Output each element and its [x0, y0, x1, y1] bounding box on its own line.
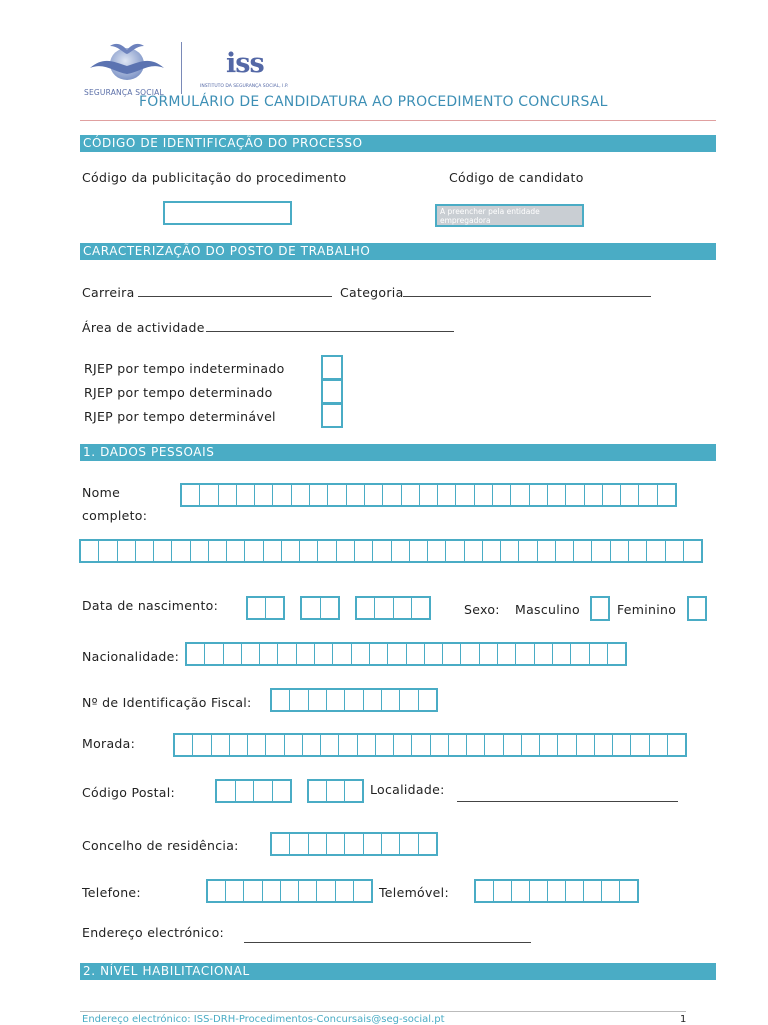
- char-cell[interactable]: [590, 644, 608, 664]
- char-cell[interactable]: [347, 485, 365, 505]
- char-cell[interactable]: [602, 881, 620, 901]
- char-cell[interactable]: [175, 735, 193, 755]
- char-cell[interactable]: [456, 485, 474, 505]
- char-cell[interactable]: [431, 735, 449, 755]
- nacionalidade-input[interactable]: [185, 642, 627, 666]
- birth-day-input[interactable]: [246, 596, 285, 620]
- telemovel-input[interactable]: [474, 879, 639, 903]
- char-cell[interactable]: [407, 644, 425, 664]
- char-cell[interactable]: [608, 644, 625, 664]
- nome-input-row-1[interactable]: [180, 483, 677, 507]
- char-cell[interactable]: [358, 735, 376, 755]
- char-cell[interactable]: [613, 735, 631, 755]
- birth-year-input[interactable]: [355, 596, 431, 620]
- char-cell[interactable]: [209, 541, 227, 561]
- feminino-checkbox[interactable]: [687, 596, 707, 621]
- char-cell[interactable]: [400, 834, 418, 854]
- nome-label-1: Nome: [82, 485, 121, 500]
- char-cell[interactable]: [302, 598, 321, 618]
- char-cell[interactable]: [282, 541, 300, 561]
- char-cell[interactable]: [420, 485, 438, 505]
- codigo-postal-main-input[interactable]: [215, 779, 292, 803]
- candidate-code-placeholder: A preencher pela entidade empregadora: [440, 207, 540, 225]
- char-cell[interactable]: [357, 598, 375, 618]
- char-cell[interactable]: [264, 541, 282, 561]
- char-cell[interactable]: [621, 485, 639, 505]
- nif-input[interactable]: [270, 688, 438, 712]
- char-cell[interactable]: [336, 881, 354, 901]
- char-cell[interactable]: [530, 485, 548, 505]
- char-cell[interactable]: [272, 834, 290, 854]
- char-cell[interactable]: [394, 598, 412, 618]
- char-cell[interactable]: [205, 644, 223, 664]
- char-cell[interactable]: [315, 644, 333, 664]
- char-cell[interactable]: [475, 485, 493, 505]
- char-cell[interactable]: [603, 485, 621, 505]
- rjep-option-1: RJEP por tempo indeterminado: [84, 361, 285, 376]
- char-cell[interactable]: [666, 541, 684, 561]
- section-personal-heading: 1. DADOS PESSOAIS: [80, 444, 716, 461]
- char-cell[interactable]: [309, 781, 327, 801]
- localidade-label: Localidade:: [370, 782, 445, 797]
- char-cell[interactable]: [355, 541, 373, 561]
- carreira-input[interactable]: [138, 296, 332, 297]
- codigo-postal-label: Código Postal:: [82, 785, 176, 800]
- logo-left-text: SEGURANÇA SOCIAL: [84, 88, 164, 97]
- char-cell[interactable]: [212, 735, 230, 755]
- char-cell[interactable]: [254, 781, 273, 801]
- char-cell[interactable]: [328, 485, 346, 505]
- char-cell[interactable]: [273, 485, 291, 505]
- char-cell[interactable]: [516, 644, 534, 664]
- char-cell[interactable]: [299, 881, 317, 901]
- char-cell[interactable]: [553, 644, 571, 664]
- char-cell[interactable]: [200, 485, 218, 505]
- morada-input[interactable]: [173, 733, 687, 757]
- char-cell[interactable]: [333, 644, 351, 664]
- char-cell[interactable]: [245, 541, 263, 561]
- char-cell[interactable]: [260, 644, 278, 664]
- char-cell[interactable]: [480, 644, 498, 664]
- char-cell[interactable]: [419, 690, 436, 710]
- char-cell[interactable]: [237, 485, 255, 505]
- logo-divider: [181, 42, 182, 94]
- rjep-checkbox-indeterminado[interactable]: [321, 355, 343, 380]
- masculino-label: Masculino: [515, 602, 580, 617]
- candidate-code-label: Código de candidato: [449, 170, 584, 185]
- char-cell[interactable]: [476, 881, 494, 901]
- char-cell[interactable]: [327, 690, 345, 710]
- char-cell[interactable]: [558, 735, 576, 755]
- char-cell[interactable]: [571, 644, 589, 664]
- sexo-label: Sexo:: [464, 602, 500, 617]
- char-cell[interactable]: [498, 644, 516, 664]
- char-cell[interactable]: [493, 485, 511, 505]
- categoria-input[interactable]: [403, 296, 651, 297]
- char-cell[interactable]: [611, 541, 629, 561]
- birth-label: Data de nascimento:: [82, 598, 219, 613]
- char-cell[interactable]: [327, 781, 345, 801]
- seguranca-social-logo: [84, 40, 170, 96]
- char-cell[interactable]: [467, 735, 485, 755]
- char-cell[interactable]: [266, 735, 284, 755]
- char-cell[interactable]: [278, 644, 296, 664]
- char-cell[interactable]: [412, 598, 429, 618]
- form-title: FORMULÁRIO DE CANDIDATURA AO PROCEDIMENTO CONCURSAL: [139, 94, 608, 110]
- char-cell[interactable]: [285, 735, 303, 755]
- localidade-input[interactable]: [457, 801, 678, 802]
- char-cell[interactable]: [394, 735, 412, 755]
- char-cell[interactable]: [629, 541, 647, 561]
- char-cell[interactable]: [548, 485, 566, 505]
- nome-label-2: completo:: [82, 508, 148, 523]
- char-cell[interactable]: [512, 881, 530, 901]
- char-cell[interactable]: [373, 541, 391, 561]
- char-cell[interactable]: [182, 485, 200, 505]
- char-cell[interactable]: [443, 644, 461, 664]
- email-input[interactable]: [244, 942, 531, 943]
- char-cell[interactable]: [290, 690, 308, 710]
- char-cell[interactable]: [317, 881, 335, 901]
- categoria-label: Categoria: [340, 285, 404, 300]
- char-cell[interactable]: [668, 735, 685, 755]
- char-cell[interactable]: [556, 541, 574, 561]
- char-cell[interactable]: [419, 834, 436, 854]
- codigo-postal-suffix-input[interactable]: [307, 779, 364, 803]
- char-cell[interactable]: [327, 834, 345, 854]
- char-cell[interactable]: [449, 735, 467, 755]
- char-cell[interactable]: [193, 735, 211, 755]
- char-cell[interactable]: [364, 690, 382, 710]
- char-cell[interactable]: [483, 541, 501, 561]
- char-cell[interactable]: [339, 735, 357, 755]
- char-cell[interactable]: [465, 541, 483, 561]
- char-cell[interactable]: [410, 541, 428, 561]
- char-cell[interactable]: [310, 485, 328, 505]
- morada-label: Morada:: [82, 736, 136, 751]
- pub-code-label: Código da publicitação do procedimento: [82, 170, 347, 185]
- char-cell[interactable]: [99, 541, 117, 561]
- pub-code-input[interactable]: [163, 201, 292, 225]
- char-cell[interactable]: [172, 541, 190, 561]
- rjep-option-2: RJEP por tempo determinado: [84, 385, 273, 400]
- footer-contact: Endereço electrónico: ISS-DRH-Procedimentos-Concursais@seg-social.pt: [82, 1014, 445, 1025]
- char-cell[interactable]: [244, 881, 262, 901]
- char-cell[interactable]: [388, 644, 406, 664]
- char-cell[interactable]: [425, 644, 443, 664]
- char-cell[interactable]: [639, 485, 657, 505]
- char-cell[interactable]: [154, 541, 172, 561]
- char-cell[interactable]: [248, 598, 266, 618]
- char-cell[interactable]: [136, 541, 154, 561]
- char-cell[interactable]: [392, 541, 410, 561]
- char-cell[interactable]: [592, 541, 610, 561]
- page-number: 1: [680, 1014, 687, 1025]
- char-cell[interactable]: [272, 690, 290, 710]
- title-rule: [80, 120, 716, 121]
- iss-logo-acronym: iss: [226, 48, 264, 79]
- char-cell[interactable]: [354, 881, 371, 901]
- nacionalidade-label: Nacionalidade:: [82, 649, 180, 664]
- char-cell[interactable]: [566, 881, 584, 901]
- char-cell[interactable]: [345, 834, 363, 854]
- char-cell[interactable]: [631, 735, 649, 755]
- char-cell[interactable]: [647, 541, 665, 561]
- char-cell[interactable]: [364, 834, 382, 854]
- char-cell[interactable]: [300, 541, 318, 561]
- char-cell[interactable]: [273, 781, 291, 801]
- char-cell[interactable]: [337, 541, 355, 561]
- char-cell[interactable]: [494, 881, 512, 901]
- carreira-label: Carreira: [82, 285, 135, 300]
- char-cell[interactable]: [255, 485, 273, 505]
- char-cell[interactable]: [309, 690, 327, 710]
- char-cell[interactable]: [345, 690, 363, 710]
- rjep-checkbox-group: [321, 355, 343, 428]
- char-cell[interactable]: [577, 735, 595, 755]
- char-cell[interactable]: [658, 485, 675, 505]
- char-cell[interactable]: [352, 644, 370, 664]
- char-cell[interactable]: [428, 541, 446, 561]
- char-cell[interactable]: [620, 881, 637, 901]
- concelho-label: Concelho de residência:: [82, 838, 239, 853]
- char-cell[interactable]: [540, 735, 558, 755]
- section-education-heading: 2. NÍVEL HABILITACIONAL: [80, 963, 716, 980]
- char-cell[interactable]: [230, 735, 248, 755]
- char-cell[interactable]: [522, 735, 540, 755]
- char-cell[interactable]: [217, 781, 236, 801]
- char-cell[interactable]: [376, 735, 394, 755]
- char-cell[interactable]: [248, 735, 266, 755]
- char-cell[interactable]: [412, 735, 430, 755]
- char-cell[interactable]: [224, 644, 242, 664]
- char-cell[interactable]: [370, 644, 388, 664]
- area-label: Área de actividade: [82, 320, 205, 335]
- char-cell[interactable]: [297, 644, 315, 664]
- area-input[interactable]: [206, 331, 454, 332]
- section-process-heading: CÓDIGO DE IDENTIFICAÇÃO DO PROCESSO: [80, 135, 716, 152]
- char-cell[interactable]: [538, 541, 556, 561]
- nif-label: Nº de Identificação Fiscal:: [82, 695, 252, 710]
- rjep-option-3: RJEP por tempo determinável: [84, 409, 276, 424]
- concelho-input[interactable]: [270, 832, 438, 856]
- char-cell[interactable]: [263, 881, 281, 901]
- birth-month-input[interactable]: [300, 596, 340, 620]
- masculino-checkbox[interactable]: [590, 596, 610, 621]
- footer-rule: [80, 1011, 686, 1012]
- char-cell[interactable]: [187, 644, 205, 664]
- char-cell[interactable]: [485, 735, 503, 755]
- char-cell[interactable]: [383, 485, 401, 505]
- char-cell[interactable]: [501, 541, 519, 561]
- char-cell[interactable]: [400, 690, 418, 710]
- feminino-label: Feminino: [617, 602, 677, 617]
- telemovel-label: Telemóvel:: [379, 885, 449, 900]
- telefone-label: Telefone:: [82, 885, 141, 900]
- char-cell[interactable]: [375, 598, 393, 618]
- char-cell[interactable]: [242, 644, 260, 664]
- telefone-input[interactable]: [206, 879, 373, 903]
- rjep-checkbox-determinado[interactable]: [321, 379, 343, 404]
- char-cell[interactable]: [402, 485, 420, 505]
- iss-logo: [200, 48, 300, 96]
- char-cell[interactable]: [208, 881, 226, 901]
- char-cell[interactable]: [292, 485, 310, 505]
- char-cell[interactable]: [535, 644, 553, 664]
- char-cell[interactable]: [511, 485, 529, 505]
- char-cell[interactable]: [81, 541, 99, 561]
- char-cell[interactable]: [461, 644, 479, 664]
- globe-logo-icon: [84, 40, 170, 84]
- char-cell[interactable]: [382, 834, 400, 854]
- char-cell[interactable]: [290, 834, 308, 854]
- char-cell[interactable]: [595, 735, 613, 755]
- iss-logo-text: INSTITUTO DA SEGURANÇA SOCIAL, I.P.: [200, 84, 289, 89]
- char-cell[interactable]: [585, 485, 603, 505]
- char-cell[interactable]: [345, 781, 362, 801]
- char-cell[interactable]: [574, 541, 592, 561]
- char-cell[interactable]: [219, 485, 237, 505]
- char-cell[interactable]: [321, 598, 339, 618]
- char-cell[interactable]: [321, 735, 339, 755]
- char-cell[interactable]: [309, 834, 327, 854]
- char-cell[interactable]: [227, 541, 245, 561]
- char-cell[interactable]: [236, 781, 255, 801]
- char-cell[interactable]: [191, 541, 209, 561]
- char-cell[interactable]: [226, 881, 244, 901]
- char-cell[interactable]: [566, 485, 584, 505]
- char-cell[interactable]: [446, 541, 464, 561]
- nome-input-row-2[interactable]: [79, 539, 703, 563]
- char-cell[interactable]: [382, 690, 400, 710]
- email-label: Endereço electrónico:: [82, 925, 225, 940]
- char-cell[interactable]: [504, 735, 522, 755]
- char-cell[interactable]: [281, 881, 299, 901]
- section-post-heading: CARACTERIZAÇÃO DO POSTO DE TRABALHO: [80, 243, 716, 260]
- char-cell[interactable]: [530, 881, 548, 901]
- char-cell[interactable]: [266, 598, 283, 618]
- char-cell[interactable]: [650, 735, 668, 755]
- char-cell[interactable]: [438, 485, 456, 505]
- char-cell[interactable]: [548, 881, 566, 901]
- char-cell[interactable]: [118, 541, 136, 561]
- char-cell[interactable]: [584, 881, 602, 901]
- candidate-code-field: [435, 204, 584, 227]
- char-cell[interactable]: [684, 541, 701, 561]
- char-cell[interactable]: [303, 735, 321, 755]
- rjep-checkbox-determinavel[interactable]: [321, 403, 343, 428]
- char-cell[interactable]: [519, 541, 537, 561]
- char-cell[interactable]: [365, 485, 383, 505]
- char-cell[interactable]: [318, 541, 336, 561]
